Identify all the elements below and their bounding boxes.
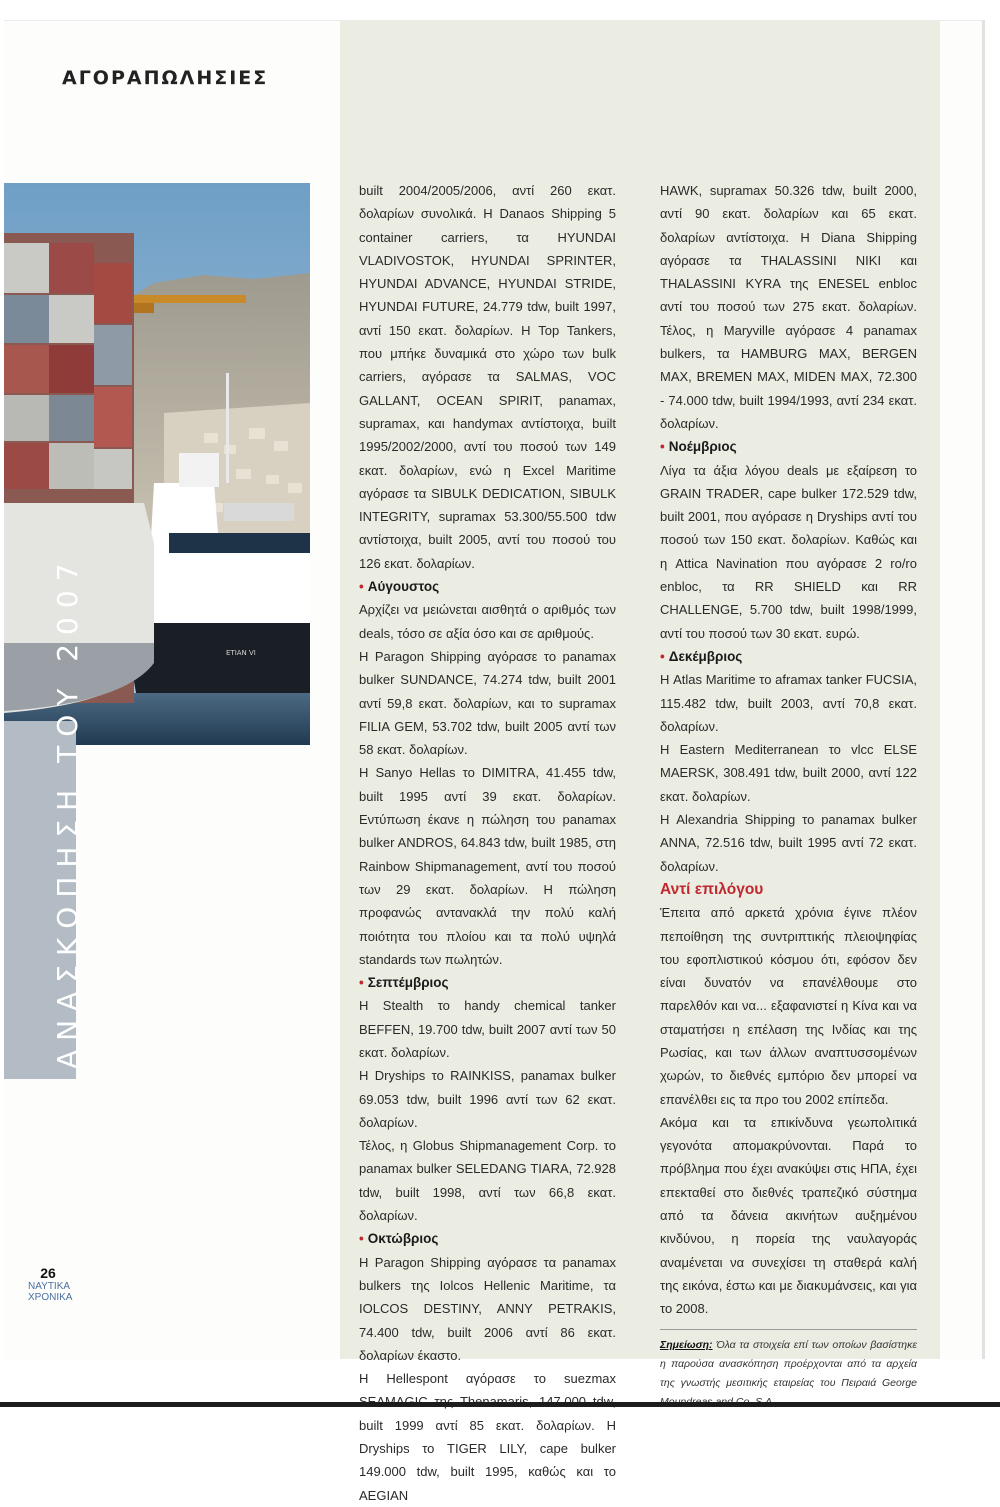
port-photo [4, 183, 310, 745]
paragraph: built 2004/2005/2006, αντί 260 εκατ. δολαρίων συνολικά. Η Danaos Shipping 5 container carriers, τα HYUNDAI VLADIVOSTOK, HYUNDAI SPRINTER, HYUNDAI ADVANCE, HYUNDAI STRIDE, HYUNDAI FUTURE, 24.779 tdw, built 1997, αντί 150 εκατ. δολαρίων. Η Top Tankers, που μπήκε δυναμικά στο χώρο των bulk carriers, αγόρασε τα SALMAS, VOC GALLANT, OCEAN SPIRIT, panamax, supramax, και handymax αντίστοιχα, built 1995/2002/2000, αντί του ποσού των 149 εκατ. δολαρίων, ενώ η Excel Maritime αγόρασε τα SIBULK DEDICATION, SIBULK INTEGRITY, supramax 53.300/55.500 tdw αντίστοιχα, built 2005, αντί του ποσού του 126 εκατ. δολαρίων. [359, 183, 616, 571]
text-column-right [660, 179, 917, 1412]
magazine-page [4, 20, 985, 1503]
paragraph: Η Paragon Shipping αγόρασε τα panamax bulkers της Iolcos Hellenic Maritime, τα IOLCOS DESTINY, ANNY PETRAKIS, 74.400 tdw, built 2006 αντί 86 εκατ. δολαρίων έκαστο. [359, 1254, 616, 1363]
paragraph: Αρχίζει να μειώνεται αισθητά ο αριθμός των deals, τόσο σε αξία όσο και σε αριθμούς. [359, 602, 616, 641]
paragraph: Ακόμα και τα επικίνδυνα γεωπολιτικά γεγονότα απομακρύνονται. Παρά το πρόβλημα που έχει ανακύψει στις ΗΠΑ, έχει επεκταθεί στο διεθνές τραπεζικό σύστημα από τα δάνεια ακινήτων αυξημένου κινδύνου, η πορεία της ναυλαγοράς αναμένεται να συνεχίσει τη σταθερά καλή της εικόνα, έστω και με διακυμάνσεις, και για το 2008. [660, 1114, 917, 1317]
section-title: ΑΓΟΡΑΠΩΛΗΣΙΕΣ [62, 67, 269, 89]
magazine-name-line2: ΧΡΟΝΙΚΑ [28, 1292, 73, 1303]
paragraph: Η Eastern Mediterranean το vlcc ELSE MAERSK, 308.491 tdw, built 2000, αντί 122 εκατ. δολαρίων. [660, 742, 917, 804]
paragraph: Η Sanyo Hellas το DIMITRA, 41.455 tdw, built 1995 αντί 39 εκατ. δολαρίων. Εντύπωση έκανε η πώληση του panamax bulker ANDROS, 64.843 tdw, built 1985, στη Rainbow Shipmanagement, αντί του ποσού των 29 εκατ. δολαρίων. Η πώληση προφανώς αντανακλά την πολύ καλή ποιότητα του πλοίου και τα πολύ υψηλά standards των πωλητών. [359, 765, 616, 967]
paragraph: Τέλος, η Globus Shipmanagement Corp. το panamax bulker SELEDANG TIARA, 72.928 tdw, built 1998, αντί των 66,8 εκατ. δολαρίων. [359, 1138, 616, 1224]
paragraph: Η Alexandria Shipping το panamax bulker ANNA, 72.516 tdw, built 1995 αντί 72 εκατ. δολαρίων. [660, 812, 917, 874]
paragraph: Έπειτα από αρκετά χρόνια έγινε πλέον πεποίθηση της συντριπτικής πλειοψηφίας του εφοπλιστικού κόσμου ότι, εφόσον δεν είναι δυνατόν να επανέλθουμε στο παρελθόν και να... εξαφανιστεί η Κίνα και να σταματήσει η επέλαση της Ινδίας και της Ρωσίας, και των άλλων αναπτυσσομένων χωρών, το διεθνές εμπόριο δεν μπορεί να επανέλθει εις τα προ του 2002 επίπεδα. [660, 905, 917, 1107]
month-heading-august: • Αύγουστος [359, 579, 440, 595]
month-heading-october: • Οκτώβριος [359, 1231, 439, 1247]
month-heading-december: • Δεκέμβριος [660, 648, 743, 664]
port-photo-illustration [4, 183, 310, 745]
page-footer [28, 1265, 73, 1303]
bullet-icon: • [359, 579, 364, 595]
note-text: Όλα τα στοιχεία επί των οποίων βασίστηκε η παρούσα ανασκόπηση προέρχονται από τα αρχεία της γνωστής μεσιτικής εταιρείας του Πειραιά George [660, 1338, 917, 1389]
paragraph: Η Hellespont αγόρασε το suezmax built 1999 αντί 85 εκατ. δολαρίων. Η Dryships το TIGER LILY, cape bulker 149.000 tdw, built 1995, καθώς και το AEGIAN [359, 1371, 616, 1503]
bullet-icon: • [359, 1231, 364, 1247]
month-heading-september: • Σεπτέμβριος [359, 975, 449, 991]
month-heading-november: • Νοέμβριος [660, 439, 737, 455]
vertical-title: ΑΝΑΣΚΟΠΗΣΗ ΤΟΥ 2007 [51, 554, 84, 1069]
paragraph: Η Atlas Maritime το aframax tanker FUCSIA, 115.482 tdw, built 2003, αντί 70,8 εκατ. δολαρίων. [660, 672, 917, 734]
paragraph: Η Stealth το handy chemical tanker BEFFEN, 19.700 tdw, built 2007 αντί των 50 εκατ. δολαρίων. [359, 998, 616, 1060]
bullet-icon: • [359, 975, 364, 991]
epilogue-heading: Αντί επιλόγου [660, 880, 764, 898]
text-column-left [359, 179, 616, 1507]
page-number: 26 [40, 1265, 56, 1281]
paragraph: Λίγα τα άξια λόγου deals με εξαίρεση το GRAIN TRADER, cape bulker 172.529 tdw, built 2001, που αγόρασε η Dryships αντί του ποσού των 150 εκατ. δολαρίων. Καθώς και η Attica Navination που αγόρασε 2 ro/ro enbloc, τα RR SHIELD και RR CHALLENGE, 5.700 tdw, built 1998/1999, αντί του ποσού των 30 εκατ. ευρώ. [660, 462, 917, 641]
paragraph: HAWK, supramax 50.326 tdw, built 2000, αντί 90 εκατ. δολαρίων και 65 εκατ. δολαρίων αντίστοιχα. Η Diana Shipping αγόρασε τα THALASSINI NIKI και THALASSINI KYRA της ENESEL enbloc αντί του ποσού των 275 εκατ. δολαρίων. Τέλος, η Maryville αγόρασε 4 panamax bulkers, τα HAMBURG MAX, BERGEN MAX, BREMEN MAX, MIDEN MAX, 72.300 - 74.000 tdw, built 1994/1993, αντί 234 εκατ. δολαρίων. [660, 183, 917, 431]
bullet-icon: • [660, 439, 665, 455]
source-note [660, 1329, 917, 1412]
bullet-icon: • [660, 648, 665, 664]
bottom-rule [0, 1402, 1000, 1407]
paragraph: Η Dryships το RAINKISS, panamax bulker 69.053 tdw, built 1996 αντί των 62 εκατ. δολαρίων. [359, 1068, 616, 1130]
note-label: Σημείωση: [660, 1338, 713, 1351]
magazine-name-line1: ΝΑΥΤΙΚΑ [28, 1281, 71, 1292]
paragraph: Η Paragon Shipping αγόρασε το panamax bulker SUNDANCE, 74.274 tdw, built 2001 αντί 59,8 εκατ. δολαρίων, και το supramax FILIA GEM, 53.702 tdw, built 2005 αντί των 58 εκατ. δολαρίων. [359, 648, 616, 758]
hull-name: ETIAN VI [226, 649, 256, 657]
